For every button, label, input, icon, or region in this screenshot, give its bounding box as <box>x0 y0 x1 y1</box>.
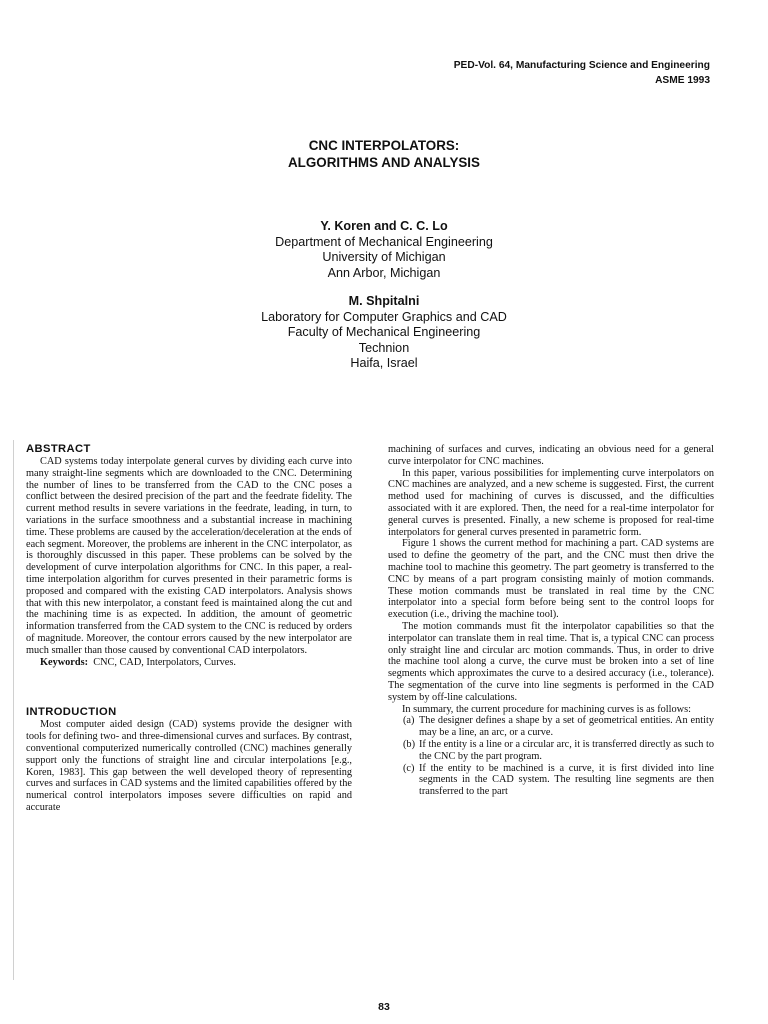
affiliation-1-line-1: Department of Mechanical Engineering <box>275 234 493 249</box>
page-number: 83 <box>378 1001 390 1013</box>
publication-header <box>454 58 710 88</box>
affiliation-1-line-2: University of Michigan <box>322 250 446 264</box>
list-item <box>388 715 714 739</box>
title-line-2: ALGORITHMS AND ANALYSIS <box>288 155 480 170</box>
affiliation-2-line-3: Technion <box>358 340 410 355</box>
right-column <box>388 444 714 798</box>
margin-rule <box>13 440 14 980</box>
header-volume: PED-Vol. 64, Manufacturing Science and Engineering <box>453 60 710 71</box>
list-marker: (c) <box>403 762 415 774</box>
paragraph-4: In summary, the current procedure for machining curves is as follows: <box>402 703 691 715</box>
procedure-list <box>388 715 714 798</box>
paragraph-2: Figure 1 shows the current method for machining a part. CAD systems are used to define the geometry of the part, and the CNC must then drive the machine tool to machine this geometry. The part geometry is transferred to the CNC by means of a part program consisting mainly of motion commands. These motion commands must be translated in real time by the CNC interpolator into a special form before being sent to the control loops for execution (i.e., driving the machine tool). <box>388 538 714 621</box>
keywords-line <box>26 657 352 669</box>
list-item-text: The designer defines a shape by a set of geometrical entities. An entity may be a line, an arc, or a curve. <box>419 715 714 739</box>
author-block <box>0 219 768 372</box>
list-item-text: If the entity is a line or a circular arc, it is transferred directly as such to the CNC by the part program. <box>419 738 714 762</box>
title-line-1: CNC INTERPOLATORS: <box>308 138 460 153</box>
affiliation-2-line-4: Haifa, Israel <box>350 356 418 370</box>
paragraph-3: The motion commands must fit the interpolator capabilities so that the interpolator can translate them in real time. That is, a typical CNC can process only straight line and circular arc motion commands. Thus, in order to drive the machine tool along a curve, the curve must be broken into a set of line segments which approximates the curve to a desired accuracy (i.e., tolerance). The segmentation of the curve into line segments is performed in the CAD system by off-line calculations. <box>388 620 714 703</box>
affiliation-1-line-3: Ann Arbor, Michigan <box>327 265 441 280</box>
list-item <box>388 763 714 798</box>
left-column <box>26 443 352 814</box>
author-names-2: M. Shpitalni <box>348 294 420 308</box>
keywords-values: CNC, CAD, Interpolators, Curves. <box>93 656 236 668</box>
paper-title <box>0 137 768 171</box>
abstract-text: CAD systems today interpolate general curves by dividing each curve into many straight-line segments which are downloaded to the CNC. Determining the number of lines to be transferred from the CAD to the CNC poses a conflict between the desired precision of the part and the feedrate fidelity. The current method results in severe variations in the feedrate, leading, in turn, to variations in the surface smoothness and a substantial increase in machining time. These problems are caused by the acceleration/deceleration at the ends of each segment. Moreover, the problems are inherent in the CNC interpolator, as is thoroughly discussed in this paper. These problems can be solved by the development of curve interpolation algorithms for CNC. In this paper, a real-time interpolation algorithm for curves presented in their parametric forms is proposed and compared with the existing CAD interpolators. Analysis shows that with this new interpolator, a constant feed is maintained along the cut and the machining time is as expected. In addition, the amount of geometric information transferred from the CAD system to the CNC is reduced by orders of magnitude. Moreover, the contour errors caused by the new interpolator are much smaller than those caused by conventional CAD interpolators. <box>26 456 352 656</box>
affiliation-2-line-1: Laboratory for Computer Graphics and CAD <box>261 309 507 324</box>
author-names-1: Y. Koren and C. C. Lo <box>320 219 448 233</box>
list-item-text: If the entity to be machined is a curve, it is first divided into line segments in the CAD system. The resulting line segments are then transferred to the part <box>419 762 714 798</box>
list-item <box>388 739 714 763</box>
paragraph-1: In this paper, various possibilities for implementing curve interpolators on CNC machines are analyzed, and a new scheme is suggested. First, the current method used for machining of curves is discussed, and the difficulties associated with it are explored. Then, the need for a real-time interpolator for general curves is presented. Finally, a new scheme is proposed for real-time interpolators for general curves presented in parametric form. <box>388 467 714 538</box>
keywords-label: Keywords: <box>40 656 89 668</box>
list-marker: (a) <box>403 715 415 727</box>
introduction-text: Most computer aided design (CAD) systems provide the designer with tools for defining two- and three-dimensional curves and surfaces. By contrast, conventional computerized numerically controlled (CNC) machines generally support only the functions of straight line and circular interpolations [e.g., Koren, 1983]. This gap between the well developed theory of representing curves and surfaces in CAD systems and the limited capabilities offered by the numerical control interpolators imposes severe difficulties on rapid and accurate <box>26 719 352 813</box>
list-marker: (b) <box>403 738 416 750</box>
abstract-heading: ABSTRACT <box>26 443 91 455</box>
introduction-heading: INTRODUCTION <box>26 706 117 719</box>
header-publisher: ASME 1993 <box>655 75 710 86</box>
continued-paragraph: machining of surfaces and curves, indicating an obvious need for a general curve interpolator for CNC machines. <box>388 444 714 467</box>
affiliation-2-line-2: Faculty of Mechanical Engineering <box>287 325 481 339</box>
